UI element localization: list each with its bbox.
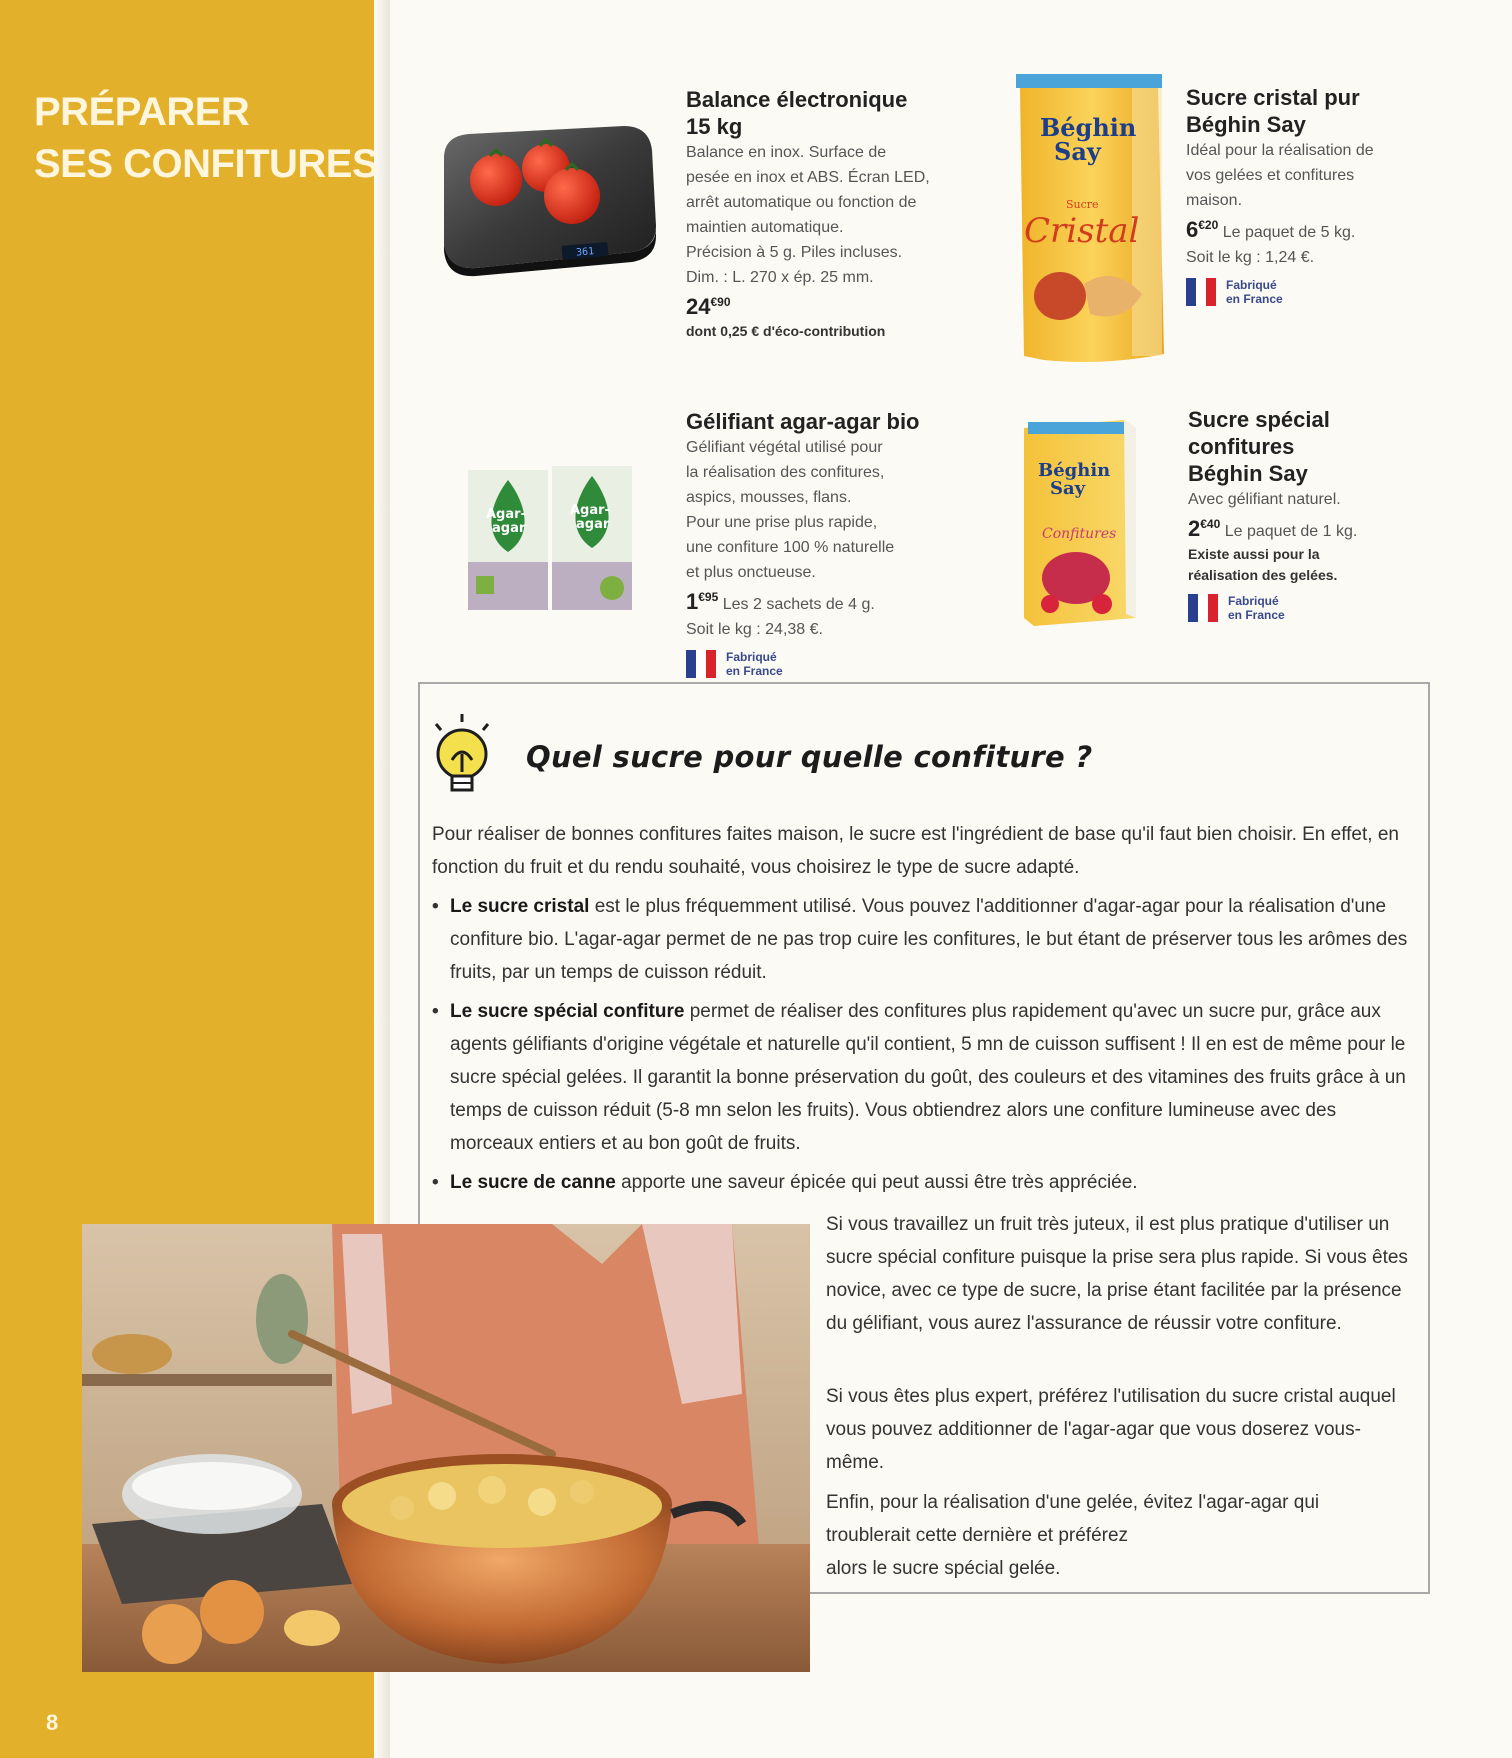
description-line: une confiture 100 % naturelle (686, 539, 895, 556)
bullet-text: est le plus fréquemment utilisé. Vous pouvez l'additionner d'agar-agar pour la réalisation d'une confiture bio. L'agar-agar permet de ne pas trop cuire les confitures, le but étant de préserver tous les arômes des fruits, par un temps de cuisson réduit. (450, 896, 1408, 983)
product-balance-description (686, 140, 1016, 290)
paragraph-line: Enfin, pour la réalisation d'une gelée, évitez l'agar-agar qui (826, 1492, 1320, 1513)
price-integer: 24 (686, 294, 711, 319)
product-sucre-special-note (1188, 544, 1428, 586)
made-line1: Fabriqué (1228, 594, 1279, 608)
product-agar (686, 408, 986, 678)
tip-intro: Pour réaliser de bonnes confitures faites maison, le sucre est l'ingrédient de base qu'il faut bien choisir. En effet, en fonction du fruit et du rendu souhaité, vous choisirez le type de sucre adapté. (432, 824, 1399, 878)
price-decimal: €95 (698, 590, 719, 604)
description-line: Dim. : L. 270 x ép. 25 mm. (686, 269, 874, 286)
tip-title: Quel sucre pour quelle confiture ? (526, 740, 1093, 774)
product-sucre-cristal-name (1186, 84, 1426, 138)
price-per-kg: Soit le kg : 1,24 €. (1186, 249, 1315, 266)
description-line: vos gelées et confitures (1186, 167, 1355, 184)
sugar-cristal-bag-image (1014, 74, 1164, 366)
sachet1-label-line2: agar (492, 521, 526, 536)
product-name-line3: Béghin Say (1188, 461, 1308, 486)
price-note: Les 2 sachets de 4 g. (722, 596, 875, 613)
kitchen-scale-image (424, 118, 664, 278)
bag-brand-line1: Béghin (1040, 113, 1137, 142)
product-sucre-special-name (1188, 406, 1428, 487)
tip-paragraph-juicy: Si vous travaillez un fruit très juteux, il est plus pratique d'utiliser un sucre spécial confiture puisque la prise sera plus rapide. Si vous êtes novice, avec ce type de sucre, la prise étant facilitée par la présence du gélifiant, vous aurez l'assurance de réussir votre confiture. (826, 1214, 1408, 1334)
description-line: aspics, mousses, flans. (686, 489, 852, 506)
made-in-france-badge (1186, 278, 1426, 306)
made-line2: en France (726, 664, 783, 678)
description-line: pesée en inox et ABS. Écran LED, (686, 169, 930, 186)
made-line1: Fabriqué (1226, 278, 1277, 292)
section-title-line2: SES CONFITURES (34, 142, 379, 186)
description-line: Précision à 5 g. Piles incluses. (686, 244, 903, 261)
bag-label: Cristal (1024, 211, 1140, 251)
tip-body (432, 818, 1417, 1199)
product-balance-price (686, 290, 1016, 319)
tip-paragraph-expert: Si vous êtes plus expert, préférez l'utilisation du sucre cristal auquel vous pouvez additionner de l'agar-agar que vous doserez vous-même. (826, 1386, 1396, 1473)
product-name-line2: Béghin Say (1186, 112, 1306, 137)
description-line: Avec gélifiant naturel. (1188, 491, 1341, 508)
description-line: la réalisation des confitures, (686, 464, 885, 481)
bullet-text: permet de réaliser des confitures plus rapidement qu'avec un sucre pur, grâce aux agents gélifiants d'origine végétale et naturelle qu'il contient, 5 mn de cuisson suffisent ! Il en est de même pour le sucre spécial gelées. Il garantit la bonne préservation du goût, des couleurs et des vitamines des fruits grâce à un temps de cuisson réduit (5-8 mn selon les fruits). Vous obtiendrez alors une confiture lumineuse avec des morceaux entiers et au bon goût de fruits. (450, 1001, 1406, 1154)
made-line2: en France (1228, 608, 1285, 622)
section-title (34, 86, 378, 190)
french-flag-icon (1186, 278, 1216, 306)
description-line: Gélifiant végétal utilisé pour (686, 439, 883, 456)
price-note: Le paquet de 5 kg. (1222, 224, 1356, 241)
price-integer: 2 (1188, 516, 1201, 541)
product-name-line1: Sucre cristal pur (1186, 85, 1360, 110)
box-brand-line2: Say (1050, 478, 1086, 499)
sachet2-label-line2: agar (576, 517, 610, 532)
description-line: Balance en inox. Surface de (686, 144, 887, 161)
sugar-special-box-image (1020, 418, 1146, 628)
price-per-kg: Soit le kg : 24,38 €. (686, 621, 823, 638)
tip-bullet-canne: • Le sucre de canne apporte une saveur épicée qui peut aussi être très appréciée. (432, 1172, 1138, 1193)
description-line: maintien automatique. (686, 219, 844, 236)
note-line1: Existe aussi pour la (1188, 546, 1320, 562)
product-sucre-special-price (1188, 512, 1428, 544)
bag-label-small: Sucre (1066, 198, 1099, 211)
tip-bullet-special: • Le sucre spécial confiture permet de réaliser des confitures plus rapidement qu'avec un sucre pur, grâce aux agents gélifiants d'origine végétale et naturelle qu'il contient, 5 mn de cuisson suffisent ! Il en est de même pour le sucre spécial gelées. Il garantit la bonne préservation du goût, des couleurs et des vitamines des fruits grâce à un temps de cuisson réduit (5-8 mn selon les fruits). Vous obtiendrez alors une confiture lumineuse avec des morceaux entiers et au bon goût de fruits. (432, 1001, 1406, 1154)
bullet-text: apporte une saveur épicée qui peut aussi être très appréciée. (615, 1172, 1138, 1193)
price-decimal: €90 (710, 295, 731, 309)
description-line: Idéal pour la réalisation de (1186, 142, 1374, 159)
paragraph-line: troublerait cette dernière et préférez (826, 1525, 1129, 1546)
section-title-line1: PRÉPARER (34, 90, 250, 134)
price-decimal: €20 (1198, 218, 1219, 232)
tip-paragraph-gelee (826, 1486, 1416, 1585)
product-agar-name: Gélifiant agar-agar bio (686, 409, 920, 434)
product-balance-eco-contribution: dont 0,25 € d'éco-contribution (686, 323, 886, 339)
product-balance-name-line1: Balance électronique (686, 87, 908, 112)
product-balance-name (686, 86, 1016, 140)
price-integer: 1 (686, 589, 699, 614)
scale-display-reading: 361 (575, 246, 595, 259)
price-integer: 6 (1186, 217, 1199, 242)
made-line1: Fabriqué (726, 650, 777, 664)
box-brand-line1: Béghin (1038, 460, 1111, 481)
product-agar-description (686, 435, 986, 585)
product-sucre-special (1188, 406, 1428, 622)
product-balance (686, 86, 1016, 344)
page-number: 8 (46, 1710, 59, 1735)
french-flag-icon (1188, 594, 1218, 622)
sachet1-label-line1: Agar- (486, 507, 526, 522)
price-note: Le paquet de 1 kg. (1224, 523, 1358, 540)
bullet-bold: Le sucre cristal (450, 896, 590, 917)
bullet-bold: Le sucre spécial confiture (450, 1001, 685, 1022)
sachet2-label-line1: Agar- (570, 503, 610, 518)
note-line2: réalisation des gelées. (1188, 567, 1338, 583)
paragraph-line: alors le sucre spécial gelée. (826, 1558, 1061, 1579)
french-flag-icon (686, 650, 716, 678)
product-name-line2: confitures (1188, 434, 1295, 459)
made-in-france-badge (1188, 594, 1428, 622)
product-name-line1: Sucre spécial (1188, 407, 1330, 432)
tip-bullet-cristal: • Le sucre cristal est le plus fréquemment utilisé. Vous pouvez l'additionner d'agar-agar pour la réalisation d'une confiture bio. L'agar-agar permet de ne pas trop cuire les confitures, le but étant de préserver tous les arômes des fruits, par un temps de cuisson réduit. (432, 896, 1408, 983)
jam-cooking-photo (82, 1224, 810, 1672)
description-line: maison. (1186, 192, 1243, 209)
made-in-france-badge (686, 650, 986, 678)
lightbulb-icon (424, 710, 500, 804)
description-line: Pour une prise plus rapide, (686, 514, 878, 531)
product-balance-name-line2: 15 kg (686, 114, 743, 139)
product-sucre-cristal-description (1186, 138, 1426, 213)
product-sucre-cristal-price (1186, 213, 1426, 245)
made-line2: en France (1226, 292, 1283, 306)
product-agar-price (686, 585, 986, 617)
description-line: et plus onctueuse. (686, 564, 816, 581)
box-label: Confitures (1042, 526, 1117, 542)
bag-brand-line2: Say (1054, 137, 1101, 166)
bullet-bold: Le sucre de canne (450, 1172, 616, 1193)
description-line: arrêt automatique ou fonction de (686, 194, 917, 211)
agar-agar-sachets-image (468, 466, 634, 616)
price-decimal: €40 (1200, 517, 1221, 531)
product-sucre-cristal (1186, 84, 1426, 306)
